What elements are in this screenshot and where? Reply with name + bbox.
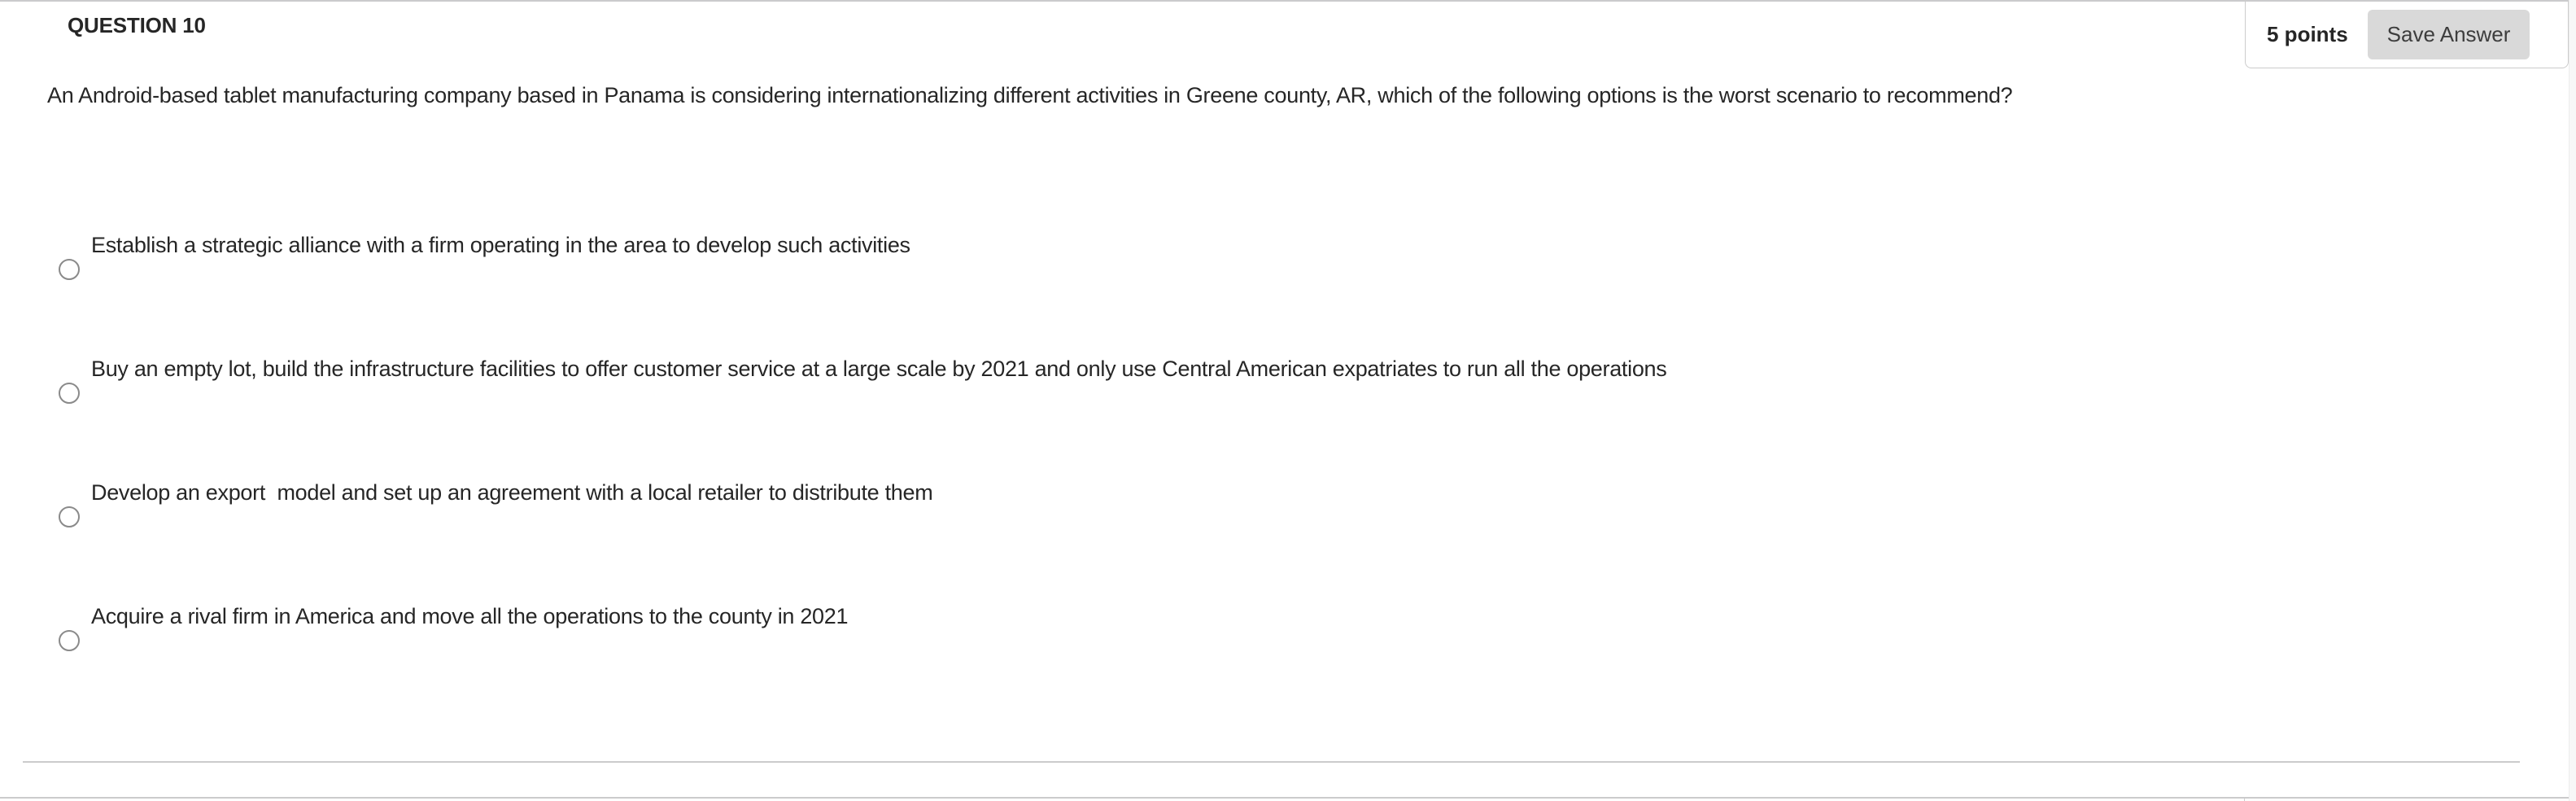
answer-radio[interactable] bbox=[59, 630, 80, 651]
question-block-bottom-border bbox=[0, 797, 2569, 799]
question-text: An Android-based tablet manufacturing company based in Panama is considering internationalizing different activities in Greene county, AR, which of the following options is the worst scenario to recommend? bbox=[47, 83, 2013, 107]
save-answer-button[interactable]: Save Answer bbox=[2368, 10, 2530, 59]
answer-option[interactable] bbox=[0, 603, 2441, 725]
points-label: 5 points bbox=[2267, 22, 2348, 46]
answer-option[interactable] bbox=[0, 356, 2441, 478]
answer-option-label[interactable]: Buy an empty lot, build the infrastructure facilities to offer customer service at a large scale by 2021 and only use Central American expatriates to run all the operations bbox=[91, 357, 1667, 381]
answer-option-label[interactable]: Establish a strategic alliance with a firm operating in the area to develop such activities bbox=[91, 233, 910, 257]
answer-option-label[interactable]: Acquire a rival firm in America and move all the operations to the county in 2021 bbox=[91, 604, 849, 628]
question-divider bbox=[23, 761, 2520, 763]
answer-radio[interactable] bbox=[59, 506, 80, 527]
answer-option[interactable] bbox=[0, 232, 2441, 354]
answer-radio[interactable] bbox=[59, 383, 80, 404]
answer-option-label[interactable]: Develop an export model and set up an agreement with a local retailer to distribute them bbox=[91, 480, 933, 505]
answer-option[interactable] bbox=[0, 479, 2441, 602]
page-right-gutter bbox=[2569, 0, 2576, 801]
question-title: QUESTION 10 bbox=[68, 13, 206, 37]
points-panel bbox=[2245, 2, 2569, 68]
answer-radio[interactable] bbox=[59, 259, 80, 280]
